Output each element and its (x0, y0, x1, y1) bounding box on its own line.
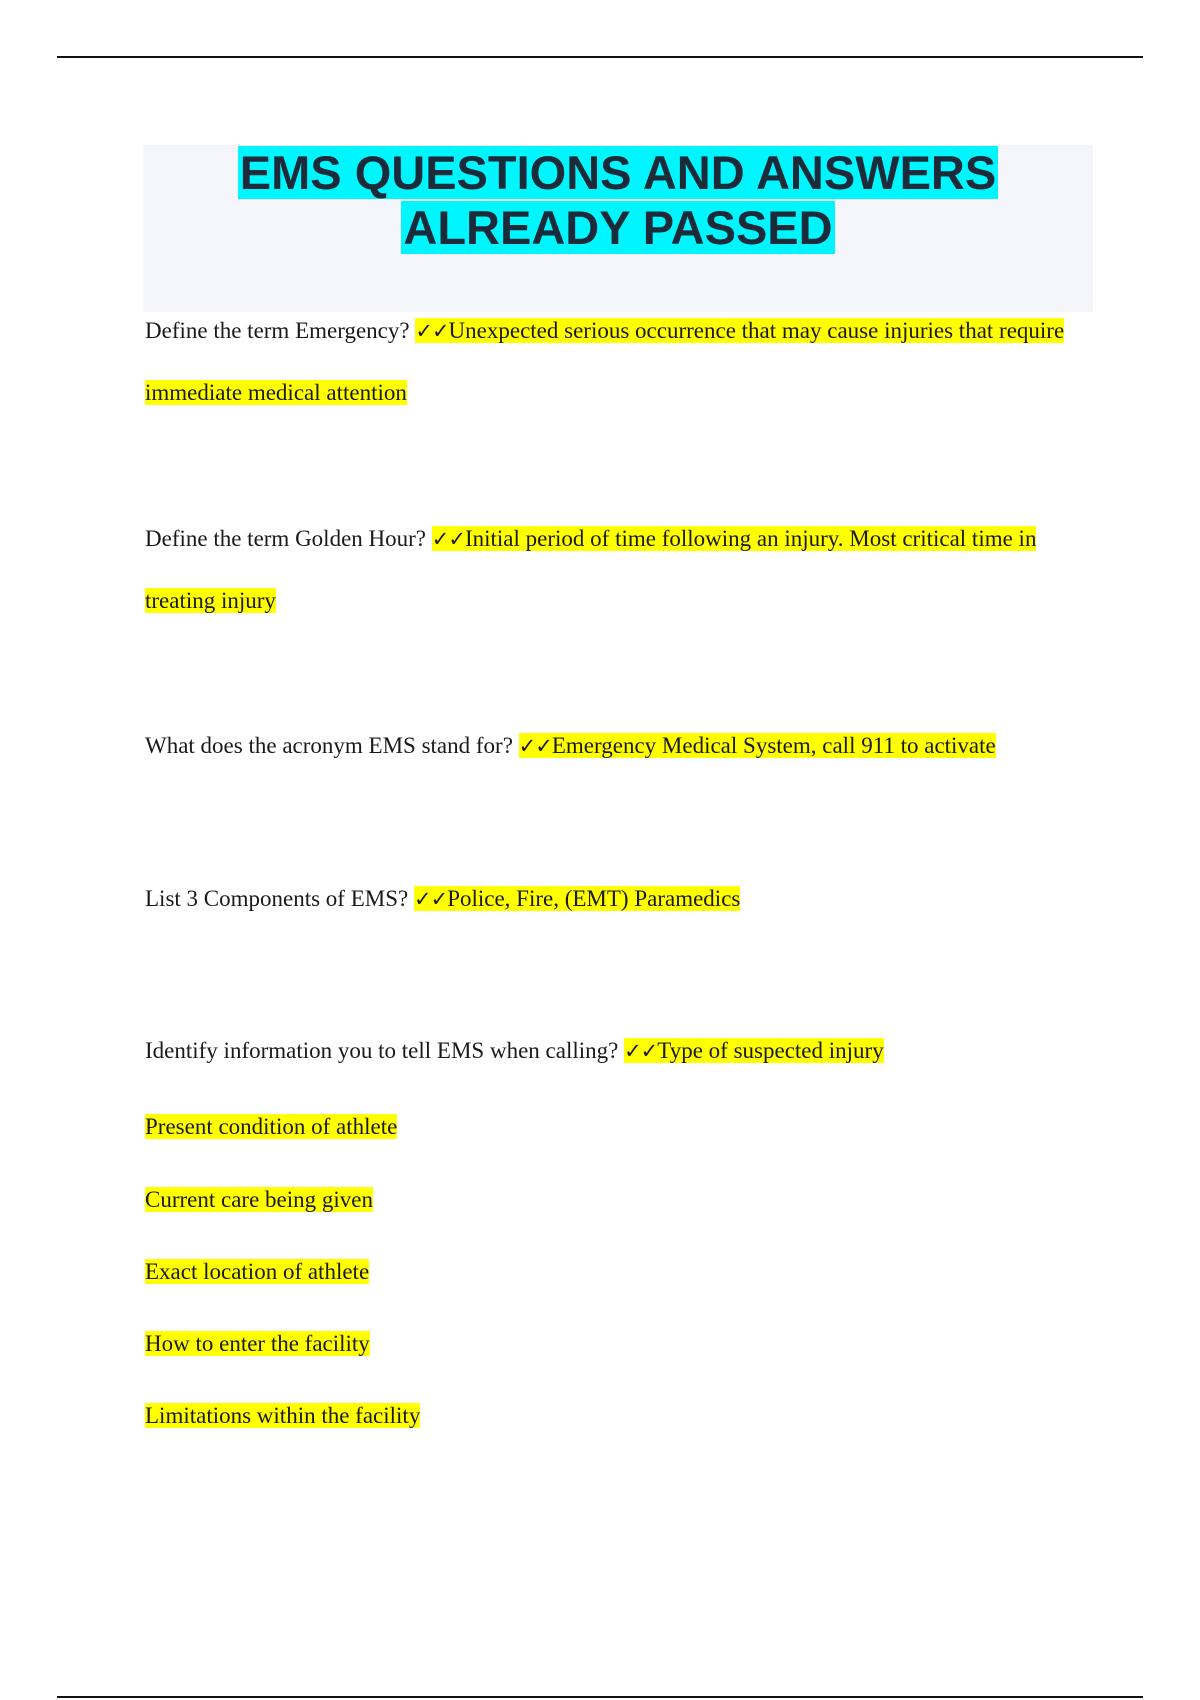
answer-5: Type of suspected injury (657, 1038, 884, 1063)
answer-5-highlight (624, 1038, 884, 1063)
check-icon: ✓✓ (518, 734, 552, 758)
answer-5-line-text: Exact location of athlete (145, 1259, 370, 1284)
top-rule (57, 56, 1143, 58)
answer-5-line-text: Limitations within the facility (145, 1403, 421, 1428)
question-3: What does the acronym EMS stand for? (145, 733, 513, 758)
qa-item-1 (145, 300, 1105, 423)
bottom-rule (57, 1696, 1143, 1698)
question-1: Define the term Emergency? (145, 318, 410, 343)
qa-item-5 (145, 1034, 1105, 1068)
answer-5-line (145, 1110, 397, 1144)
question-4: List 3 Components of EMS? (145, 886, 409, 911)
check-icon: ✓✓ (431, 527, 465, 551)
qa-item-2 (145, 508, 1105, 631)
document-title-text: EMS QUESTIONS AND ANSWERS ALREADY PASSED (239, 146, 997, 254)
question-2: Define the term Golden Hour? (145, 526, 427, 551)
answer-2: Initial period of time following an injury. Most critical time in treating injury (145, 526, 1037, 613)
answer-5-line-text: Current care being given (145, 1187, 373, 1212)
answer-5-line (145, 1183, 373, 1217)
qa-item-3 (145, 729, 1105, 763)
answer-1: Unexpected serious occurrence that may cause injuries that require immediate medical attention (145, 318, 1065, 405)
answer-5-line (145, 1255, 369, 1289)
question-5: Identify information you to tell EMS when calling? (145, 1038, 619, 1063)
check-icon: ✓✓ (624, 1039, 658, 1063)
answer-5-line (145, 1327, 370, 1361)
answer-5-line (145, 1399, 420, 1433)
answer-4: Police, Fire, (EMT) Paramedics (447, 886, 741, 911)
check-icon: ✓✓ (415, 319, 449, 343)
answer-5-line-text: Present condition of athlete (145, 1114, 398, 1139)
answer-5-line-text: How to enter the facility (145, 1331, 370, 1356)
qa-item-4 (145, 882, 1105, 916)
answer-3-highlight (519, 733, 996, 758)
document-title (143, 145, 1093, 255)
answer-4-highlight (414, 886, 740, 911)
answer-3: Emergency Medical System, call 911 to activate (551, 733, 996, 758)
check-icon: ✓✓ (413, 887, 448, 911)
